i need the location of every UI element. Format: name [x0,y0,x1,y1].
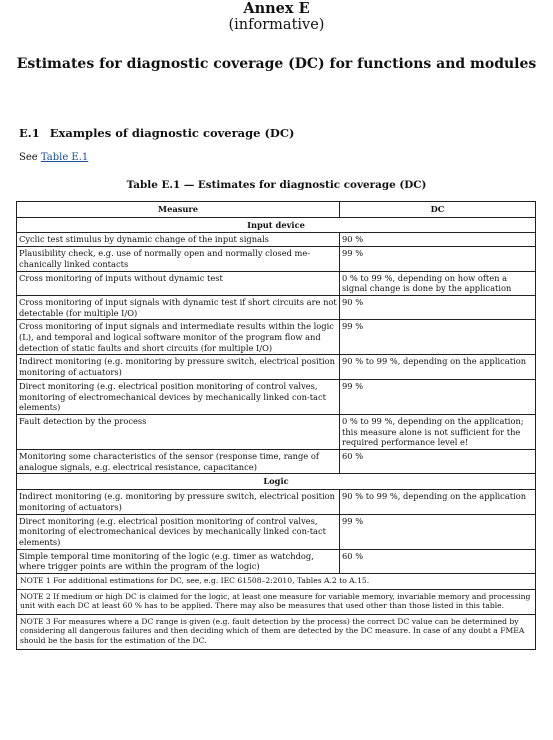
section-number: E.1 [19,126,40,140]
table-row [17,379,536,414]
table-caption: Table E.1 — Estimates for diagnostic coverage (DC) [126,179,427,191]
note-1: NOTE 1 For additional estimations for DC, see, e.g. IEC 61508–2:2010, Tables A.2 to A.15. [17,574,536,590]
measure-cell: Indirect monitoring (e.g. monitoring by pressure switch, electrical position monitoring of actuators) [17,490,340,514]
table-row [17,549,536,573]
note-row [17,574,536,590]
group-title: Input device [17,217,536,233]
table-row [17,450,536,474]
group-title: Logic [17,474,536,490]
table-row [17,514,536,549]
header-dc: DC [340,202,536,218]
dc-cell: 0 % to 99 %, depending on the application; this measure alone is not sufficient for the required performance level e! [340,414,536,449]
section-title: Examples of diagnostic coverage (DC) [49,126,295,140]
table-header-row [17,202,536,218]
see-prefix: See [19,152,41,163]
table-row [17,295,536,319]
measure-cell: Cross monitoring of input signals and intermediate results within the logic (L), and temporal and logical software monitor of the program flow and detection of static faults and short circuits (for multiple I/O) [17,320,340,355]
note-3: NOTE 3 For measures where a DC range is given (e.g. fault detection by the process) the correct DC value can be determined by considering all dangerous failures and then deciding which of them are detected by the DC measure. In case of any doubt a FMEA should be the basis for the estimation of the DC. [17,614,536,649]
dc-cell: 0 % to 99 %, depending on how often a signal change is done by the application [340,271,536,295]
dc-table [16,201,536,650]
see-reference [19,151,88,164]
dc-cell: 60 % [340,450,536,474]
measure-cell: Cyclic test stimulus by dynamic change of the input signals [17,233,340,247]
measure-cell: Simple temporal time monitoring of the logic (e.g. timer as watchdog, where trigger points are within the program of the logic) [17,549,340,573]
measure-cell: Cross monitoring of input signals with dynamic test if short circuits are not detectable (for multiple I/O) [17,295,340,319]
header-measure: Measure [17,202,340,218]
measure-cell: Cross monitoring of inputs without dynamic test [17,271,340,295]
dc-cell: 99 % [340,320,536,355]
measure-cell: Direct monitoring (e.g. electrical position monitoring of control valves, monitoring of electromechanical devices by mechanically linked con-tact elements) [17,379,340,414]
dc-cell: 90 % [340,295,536,319]
measure-cell: Direct monitoring (e.g. electrical position monitoring of control valves, monitoring of electromechanical devices by mechanically linked con-tact elements) [17,514,340,549]
dc-cell: 90 % to 99 %, depending on the application [340,355,536,379]
dc-cell: 90 % to 99 %, depending on the application [340,490,536,514]
measure-cell: Monitoring some characteristics of the sensor (response time, range of analogue signals, e.g. electrical resistance, capacitance) [17,450,340,474]
table-row [17,271,536,295]
measure-cell: Plausibility check, e.g. use of normally open and normally closed me-chanically linked contacts [17,247,340,271]
annex-subtitle: (informative) [228,17,325,33]
dc-cell: 60 % [340,549,536,573]
group-row-logic [17,474,536,490]
table-e1-link[interactable]: Table E.1 [40,152,89,163]
note-2: NOTE 2 If medium or high DC is claimed for the logic, at least one measure for variable memory, invariable memory and processing unit with each DC at least 60 % has to be applied. There may also be measures that used other than those listed in this table. [17,589,536,614]
table-row [17,247,536,271]
page-title: Estimates for diagnostic coverage (DC) for functions and modules [16,56,537,72]
dc-cell: 99 % [340,247,536,271]
group-row-input-device [17,217,536,233]
table-row [17,490,536,514]
table-row [17,233,536,247]
dc-cell: 99 % [340,514,536,549]
measure-cell: Fault detection by the process [17,414,340,449]
annex-title: Annex E [243,0,310,17]
table-row [17,414,536,449]
dc-cell: 90 % [340,233,536,247]
note-row [17,614,536,649]
dc-cell: 99 % [340,379,536,414]
table-row [17,355,536,379]
note-row [17,589,536,614]
section-heading [19,125,295,141]
measure-cell: Indirect monitoring (e.g. monitoring by pressure switch, electrical position monitoring of actuators) [17,355,340,379]
table-row [17,320,536,355]
